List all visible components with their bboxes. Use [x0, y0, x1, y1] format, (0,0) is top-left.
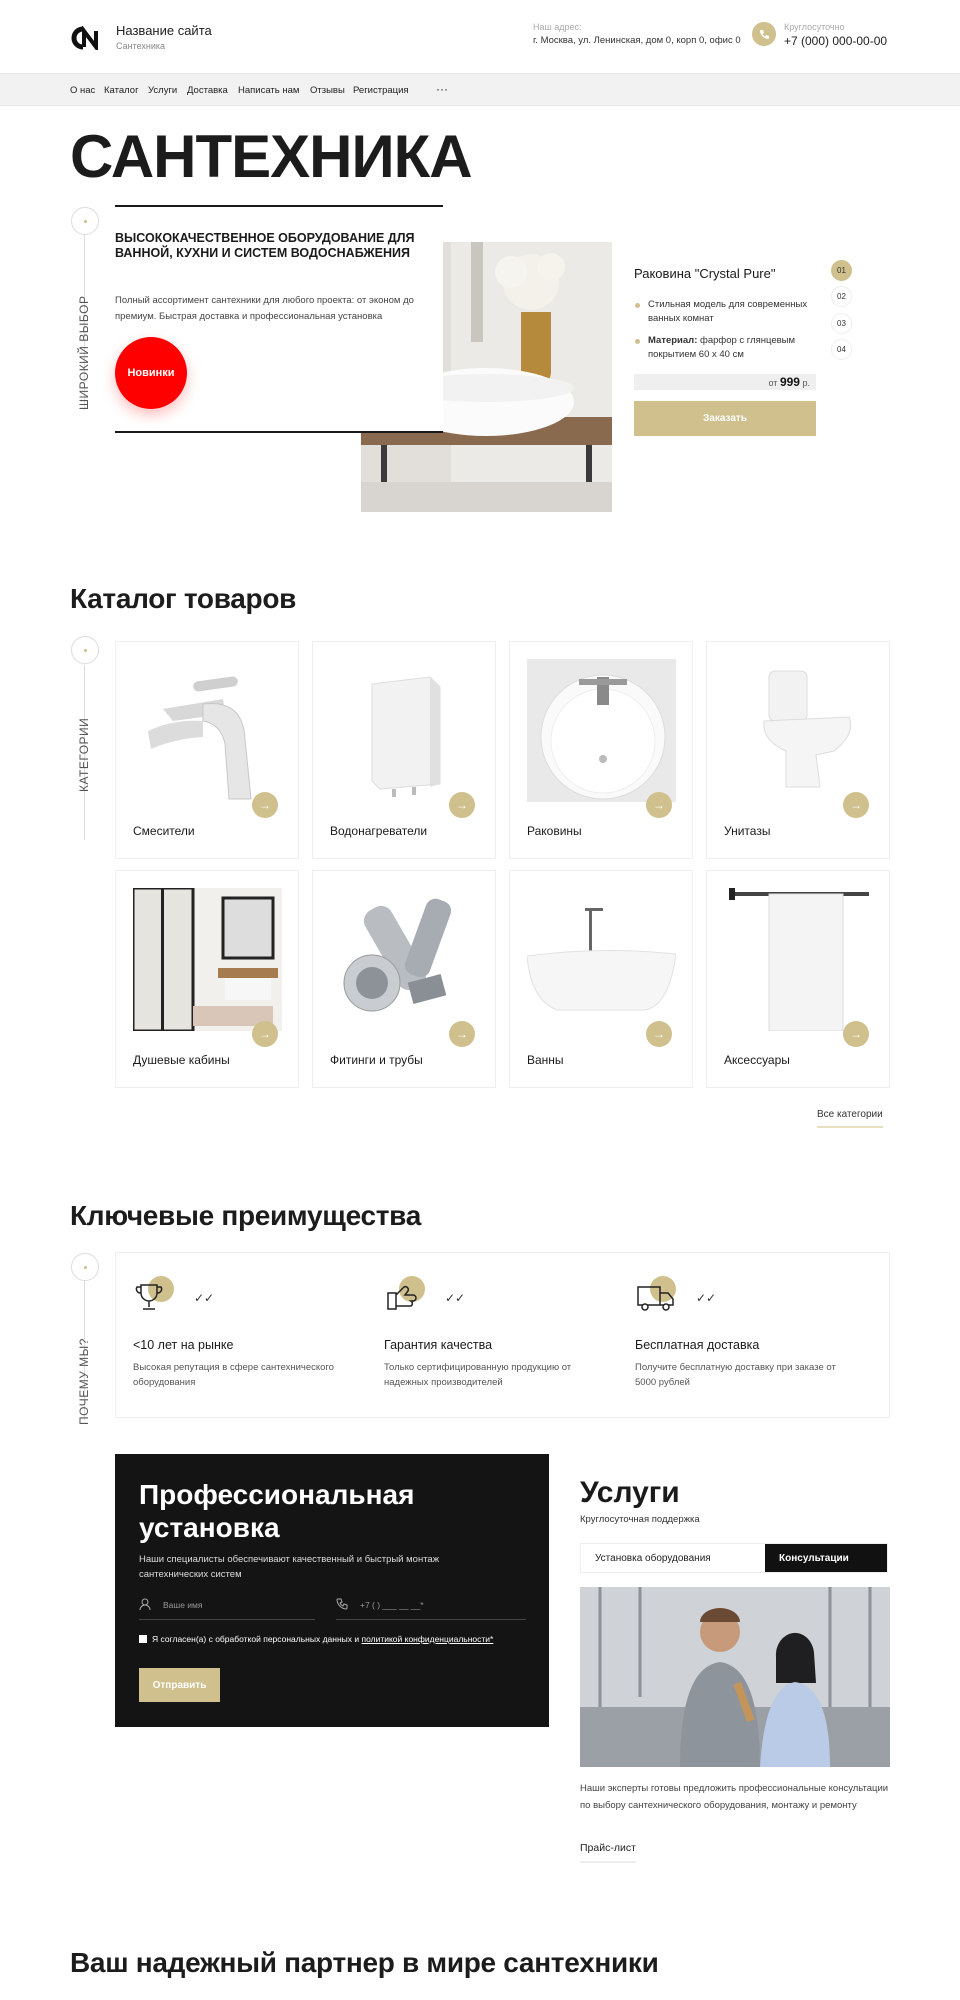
services-text: Наши эксперты готовы предложить профессиональные консультации по выбору сантехнического оборудования, монтажу и ремонту	[580, 1783, 889, 1811]
arrow-right-icon[interactable]: →	[646, 792, 672, 818]
slide-4-button[interactable]: 04	[831, 339, 852, 360]
quality-icon	[384, 1275, 428, 1315]
name-input-placeholder: Ваше имя	[163, 1600, 203, 1610]
truck-icon	[635, 1275, 679, 1315]
consent-checkbox[interactable]: Я согласен(а) с обработкой персональных данных и политикой конфиденциальности*	[139, 1634, 493, 1644]
hero-card-text: Полный ассортимент сантехники для любого проекта: от эконом до премиум. Быстрая доставка и профессиональная установка	[115, 295, 414, 322]
double-check-icon: ✓✓	[696, 1291, 717, 1305]
partner-heading: Ваш надежный партнер в мире сантехники	[70, 1947, 659, 1978]
category-label: Смесители	[133, 824, 195, 838]
advantage-text: Получите бесплатную доставку при заказе от 5000 рублей	[635, 1362, 836, 1388]
slide-2-button[interactable]: 02	[831, 286, 852, 307]
category-label: Унитазы	[724, 824, 771, 838]
arrow-right-icon[interactable]: →	[449, 792, 475, 818]
nav-item-catalog[interactable]: Каталог	[104, 85, 139, 96]
slide-1-button[interactable]: 01	[831, 260, 852, 281]
submit-button[interactable]: Отправить	[139, 1668, 220, 1702]
catalog-side-label: КАТЕГОРИИ	[77, 717, 91, 792]
advantages-side-marker	[71, 1253, 99, 1281]
water-heater-image	[330, 659, 479, 802]
toilet-image	[724, 659, 873, 802]
services-heading: Услуги	[580, 1476, 680, 1509]
checkbox-icon[interactable]	[139, 1635, 147, 1643]
site-title[interactable]: Название сайта	[116, 23, 212, 38]
nav-item-register[interactable]: Регистрация	[353, 85, 409, 96]
order-button[interactable]: Заказать	[634, 401, 816, 436]
phone-number[interactable]: +7 (000) 000-00-00	[784, 34, 888, 48]
advantages-side-label: ПОЧЕМУ МЫ?	[77, 1338, 91, 1425]
category-label: Фитинги и трубы	[330, 1053, 423, 1067]
name-input[interactable]	[139, 1594, 315, 1620]
site-header	[0, 0, 960, 73]
slide-3-button[interactable]: 03	[831, 313, 852, 334]
advantages-box	[115, 1252, 890, 1418]
services-tabs	[580, 1543, 888, 1573]
site-subtitle: Сантехника	[116, 41, 166, 51]
product-name: Раковина "Crystal Pure"	[634, 266, 776, 281]
advantage-text: Только сертифицированную продукцию от надежных производителей	[384, 1362, 572, 1388]
hero-side-label: ШИРОКИЙ ВЫБОР	[77, 295, 91, 410]
hero-side-marker	[71, 207, 99, 235]
category-label: Раковины	[527, 824, 582, 838]
install-heading: Профессиональная установка	[139, 1479, 415, 1543]
nav-item-services[interactable]: Услуги	[148, 85, 178, 96]
category-card-bathtubs[interactable]	[509, 870, 693, 1088]
advantages-heading: Ключевые преимущества	[70, 1200, 421, 1231]
category-label: Водонагреватели	[330, 824, 428, 838]
consultation-photo	[580, 1587, 890, 1767]
category-card-shower-cabins[interactable]	[115, 870, 299, 1088]
arrow-right-icon[interactable]: →	[449, 1021, 475, 1047]
product-feature-1: Стильная модель для современных ванных комнат	[634, 298, 814, 326]
towel-image	[724, 888, 873, 1031]
nav-item-reviews[interactable]: Отзывы	[310, 85, 345, 96]
address-value: г. Москва, ул. Ленинская, дом 0, корп 0, офис 0	[533, 35, 741, 46]
phone-icon	[336, 1598, 348, 1610]
category-card-water-heaters[interactable]	[312, 641, 496, 859]
product-feature-2-text: фарфор с глянцевым покрытием 60 х 40 см	[648, 335, 796, 360]
product-price: от 999 р.	[768, 375, 810, 389]
bathtub-image	[527, 888, 676, 1031]
double-check-icon: ✓✓	[445, 1291, 466, 1305]
arrow-right-icon[interactable]: →	[843, 792, 869, 818]
arrow-right-icon[interactable]: →	[252, 792, 278, 818]
advantage-title: <10 лет на рынке	[133, 1338, 234, 1352]
catalog-side-marker	[71, 636, 99, 664]
new-products-button[interactable]: Новинки	[115, 337, 187, 409]
tab-installation[interactable]: Установка оборудования	[595, 1552, 711, 1564]
arrow-right-icon[interactable]: →	[252, 1021, 278, 1047]
tab-consultations[interactable]: Консультации	[765, 1544, 887, 1572]
category-label: Душевые кабины	[133, 1053, 230, 1067]
product-feature-2-label: Материал:	[648, 335, 698, 346]
advantage-title: Гарантия качества	[384, 1338, 493, 1352]
hero-card-heading: ВЫСОКОКАЧЕСТВЕННОЕ ОБОРУДОВАНИЕ ДЛЯ ВАННОЙ, КУХНИ И СИСТЕМ ВОДОСНАБЖЕНИЯ	[115, 231, 415, 260]
trophy-icon	[133, 1275, 177, 1315]
double-check-icon: ✓✓	[194, 1291, 215, 1305]
advantage-title: Бесплатная доставка	[635, 1338, 760, 1352]
privacy-policy-link[interactable]: политикой конфиденциальности*	[361, 1634, 494, 1644]
hero-title: САНТЕХНИКА	[70, 123, 472, 190]
hero-card	[115, 205, 443, 433]
nav-item-contact[interactable]: Написать нам	[238, 85, 300, 96]
phone-input-placeholder: +7 ( ) ___ __ __*	[360, 1600, 424, 1610]
category-card-fittings[interactable]	[312, 870, 496, 1088]
category-label: Аксессуары	[724, 1053, 790, 1067]
category-card-accessories[interactable]	[706, 870, 890, 1088]
phone-icon[interactable]	[752, 22, 776, 46]
phone-input[interactable]	[336, 1594, 526, 1620]
logo-icon[interactable]	[71, 26, 99, 50]
nav-item-delivery[interactable]: Доставка	[187, 85, 228, 96]
price-list-link[interactable]: Прайс-лист	[580, 1842, 636, 1863]
mixer-image	[133, 659, 282, 802]
user-icon	[139, 1598, 151, 1610]
install-text: Наши специалисты обеспечивают качественный и быстрый монтаж сантехнических систем	[139, 1554, 440, 1580]
sink-image	[527, 659, 676, 802]
nav-item-about[interactable]: О нас	[70, 85, 96, 96]
phone-label: Круглосуточно	[784, 22, 845, 32]
shower-cabin-image	[133, 888, 282, 1031]
installation-form	[115, 1454, 549, 1727]
main-nav	[0, 73, 960, 106]
category-card-toilets[interactable]	[706, 641, 890, 859]
advantage-text: Высокая репутация в сфере сантехнического оборудования	[133, 1362, 334, 1388]
category-label: Ванны	[527, 1053, 564, 1067]
catalog-heading: Каталог товаров	[70, 583, 297, 614]
product-feature-2	[634, 334, 814, 362]
category-card-mixers[interactable]	[115, 641, 299, 859]
all-categories-link[interactable]: Все категории	[817, 1109, 883, 1128]
nav-more-icon[interactable]: ···	[436, 82, 448, 96]
category-card-sinks[interactable]	[509, 641, 693, 859]
fittings-image	[330, 888, 479, 1031]
arrow-right-icon[interactable]: →	[646, 1021, 672, 1047]
price-bar	[634, 374, 816, 390]
arrow-right-icon[interactable]: →	[843, 1021, 869, 1047]
services-subtitle: Круглосуточная поддержка	[580, 1514, 700, 1525]
address-label: Наш адрес:	[533, 22, 582, 32]
